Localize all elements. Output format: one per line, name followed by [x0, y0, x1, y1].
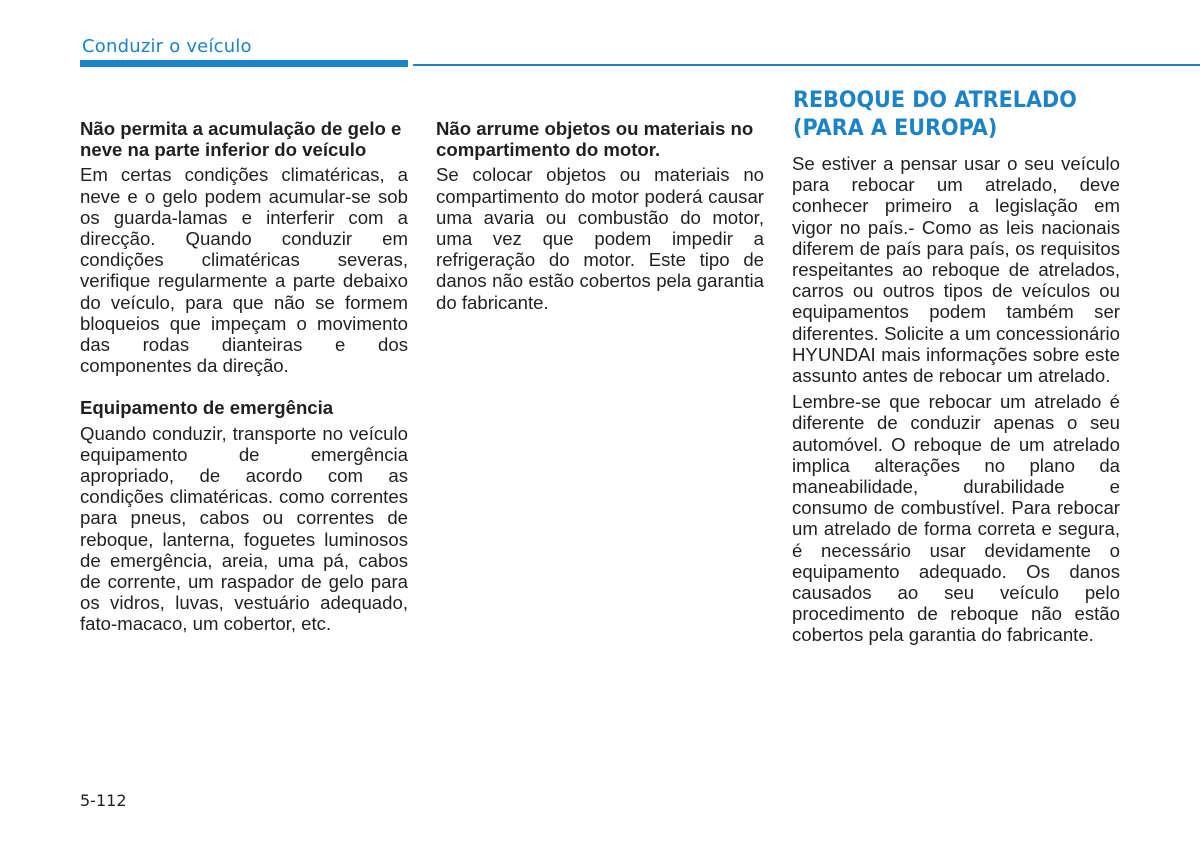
left-column [80, 118, 408, 635]
header-bar-thin [413, 64, 1200, 66]
page-number: 5-112 [80, 791, 127, 810]
engine-compartment-heading: Não arrume objetos ou materiais no compartimento do motor. [436, 118, 754, 161]
emergency-equipment-body: Quando conduzir, transporte no veículo equipamento de emergência apropriado, de acordo com as condições climatéricas. como correntes para pneus, cabos ou correntes de reboque, lanterna, foguetes luminosos de emergência, areia, uma pá, cabos de corrente, um raspador de gelo para os vidros, luvas, vestuário adequado, fato-macaco, um cobertor, etc. [80, 422, 408, 635]
ice-snow-body: Em certas condições climatéricas, a neve e o gelo podem acumular-se sob os guarda-lamas e interferir com a direcção. Quando conduzir em condições climatéricas severas, verifique regularmente a parte debaixo do veículo, para que não se formem bloqueios que impeçam o movimento das rodas dianteiras e dos componentes da direção. [80, 164, 408, 377]
trailer-towing-heading-line2: (PARA A EUROPA) [793, 115, 998, 141]
emergency-equipment-heading: Equipamento de emergência [80, 397, 334, 419]
middle-column [436, 118, 764, 313]
trailer-towing-paragraph-1: Se estiver a pensar usar o seu veículo para rebocar um atrelado, deve conhecer primeiro a legislação em vigor no país.- Como as leis nacionais diferem de país para país, os requisitos respeitantes ao reboque de atrelados, carros ou outros tipos de veículos ou equipamentos podem também ser diferentes. Solicite a um concessionário HYUNDAI mais informações sobre este assunto antes de rebocar um atrelado. [792, 153, 1120, 387]
header-bar-thick [80, 60, 408, 67]
right-column [792, 153, 1120, 646]
trailer-towing-paragraph-2: Lembre-se que rebocar um atrelado é diferente de conduzir apenas o seu automóvel. O reboque de um atrelado implica alterações no plano da maneabilidade, durabilidade e consumo de combustível. Para rebocar um atrelado de forma correta e segura, é necessário usar devidamente o equipamento adequado. Os danos causados ao seu veículo pelo procedimento de reboque não estão cobertos pela garantia do fabricante. [792, 391, 1120, 646]
ice-snow-heading: Não permita a acumulação de gelo e neve na parte inferior do veículo [80, 118, 402, 161]
engine-compartment-body: Se colocar objetos ou materiais no compartimento do motor poderá causar uma avaria ou combustão do motor, uma vez que podem impedir a refrigeração do motor. Este tipo de danos não estão cobertos pela garantia do fabricante. [436, 164, 764, 313]
trailer-towing-heading-line1: REBOQUE DO ATRELADO [793, 87, 1077, 113]
section-title: Conduzir o veículo [82, 36, 252, 57]
trailer-towing-heading [793, 86, 1106, 142]
